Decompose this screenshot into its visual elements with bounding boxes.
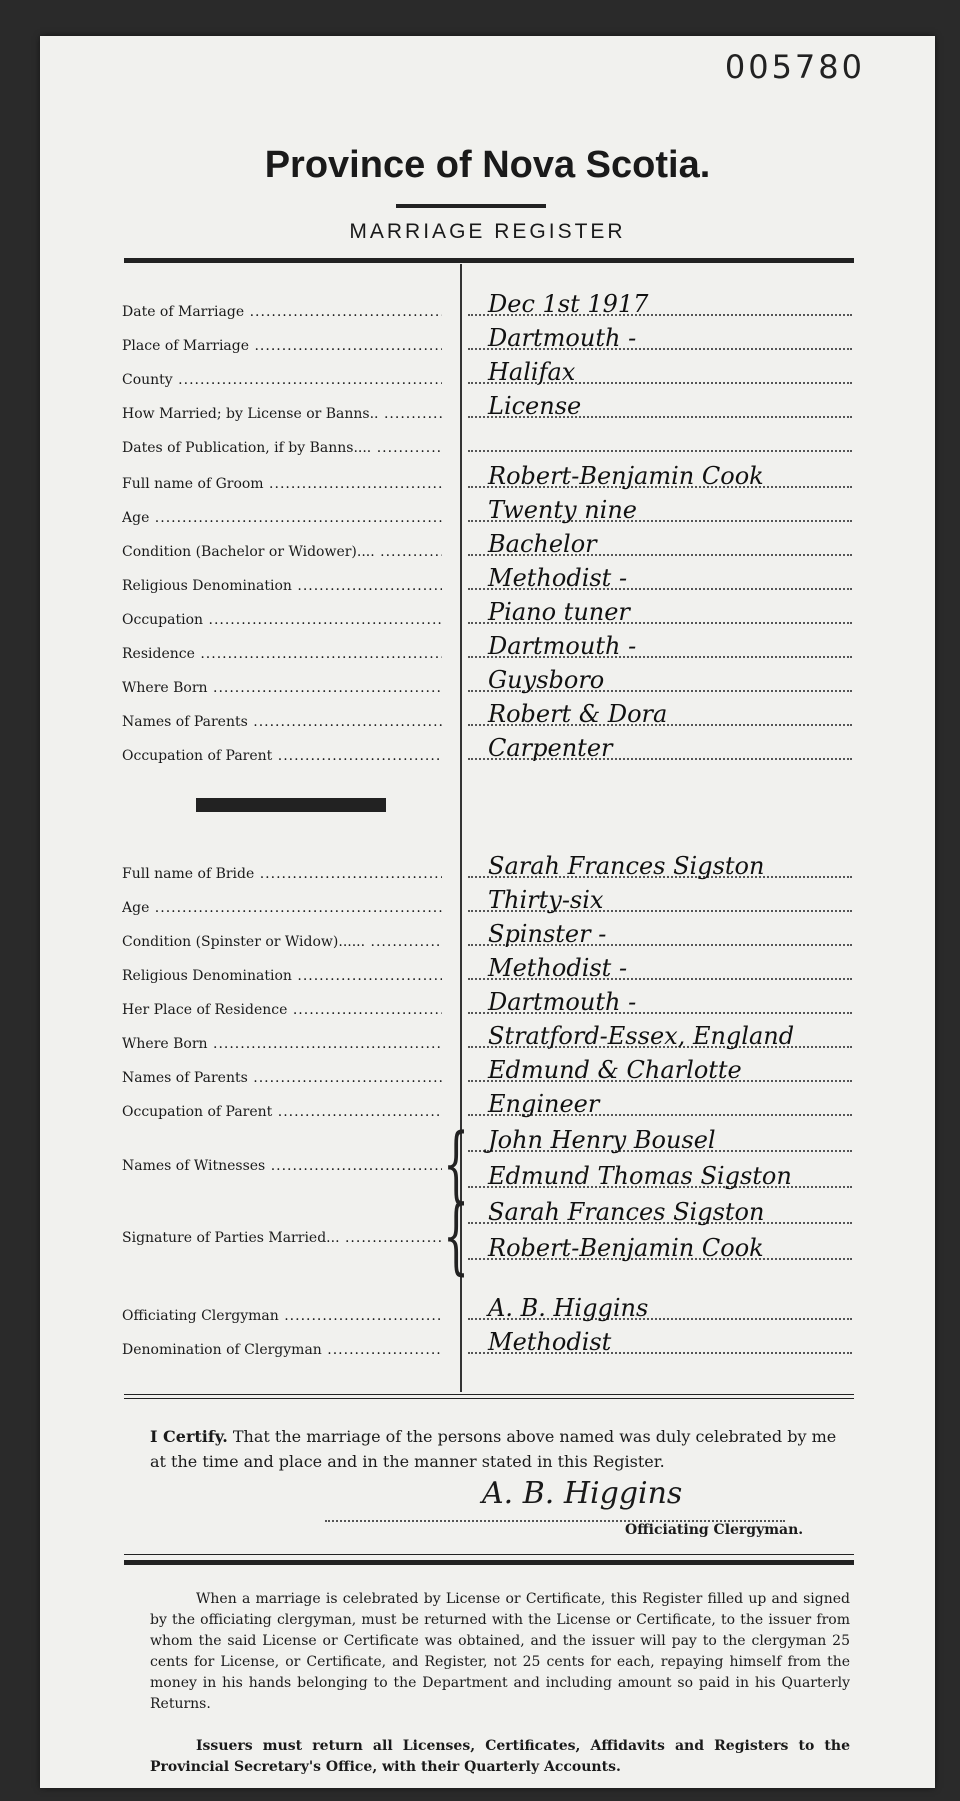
party-1: Sarah Frances Sigston bbox=[488, 1198, 765, 1226]
field-label: How Married; by License or Banns.. ..... bbox=[122, 406, 442, 422]
field-label: Occupation of Parent ..... bbox=[122, 1104, 442, 1120]
certify-lead: I Certify. bbox=[150, 1427, 228, 1446]
field-label: Full name of Bride ..... bbox=[122, 866, 442, 882]
party-row bbox=[122, 1232, 852, 1266]
field-value: Dartmouth - bbox=[488, 988, 637, 1016]
witnesses-label: Names of Witnesses ..... bbox=[122, 1158, 442, 1174]
field-label: Condition (Spinster or Widow)...... ..... bbox=[122, 934, 442, 950]
field-row bbox=[122, 494, 852, 528]
field-row bbox=[122, 952, 852, 986]
field-value: Methodist - bbox=[488, 564, 628, 592]
field-row bbox=[122, 424, 852, 458]
field-label: Date of Marriage ..... bbox=[122, 304, 442, 320]
field-row bbox=[122, 1054, 852, 1088]
field-row bbox=[122, 390, 852, 424]
serial-number: 005780 bbox=[724, 48, 865, 86]
field-label: Religious Denomination ..... bbox=[122, 578, 442, 594]
section-divider-bar bbox=[196, 798, 386, 812]
field-value: Edmund & Charlotte bbox=[488, 1056, 742, 1084]
party-row bbox=[122, 1196, 852, 1230]
field-value: Methodist bbox=[488, 1328, 612, 1356]
field-label: Occupation of Parent ..... bbox=[122, 748, 442, 764]
clergy-signature: A. B. Higgins bbox=[482, 1476, 683, 1511]
signature-caption: Officiating Clergyman. bbox=[625, 1522, 804, 1538]
field-value: Spinster - bbox=[488, 920, 607, 948]
field-value: Halifax bbox=[488, 358, 576, 386]
field-label: Where Born ..... bbox=[122, 1036, 442, 1052]
field-label: Residence ..... bbox=[122, 646, 442, 662]
certify-body: That the marriage of the persons above named was duly celebrated by me at the time and place and in the manner stated in this Register. bbox=[150, 1427, 837, 1471]
field-row bbox=[122, 356, 852, 390]
form-title: Province of Nova Scotia. bbox=[264, 144, 711, 186]
field-label: Place of Marriage ..... bbox=[122, 338, 442, 354]
field-row bbox=[122, 884, 852, 918]
field-label: Names of Parents ..... bbox=[122, 1070, 442, 1086]
field-label: Officiating Clergyman ..... bbox=[122, 1308, 442, 1324]
field-row bbox=[122, 630, 852, 664]
field-label: Age ..... bbox=[122, 510, 442, 526]
field-value: Stratford-Essex, England bbox=[488, 1022, 795, 1050]
field-label: Names of Parents ..... bbox=[122, 714, 442, 730]
field-label: Condition (Bachelor or Widower).... ..... bbox=[122, 544, 442, 560]
field-label: Occupation ..... bbox=[122, 612, 442, 628]
field-row bbox=[122, 664, 852, 698]
field-value: Engineer bbox=[488, 1090, 600, 1118]
field-row bbox=[122, 1020, 852, 1054]
parties-label: Signature of Parties Married... ..... bbox=[122, 1230, 442, 1246]
field-row bbox=[122, 322, 852, 356]
field-label: Religious Denomination ..... bbox=[122, 968, 442, 984]
field-label: Her Place of Residence ..... bbox=[122, 1002, 442, 1018]
field-row bbox=[122, 1326, 852, 1360]
field-value: Dec 1st 1917 bbox=[488, 290, 649, 318]
field-row bbox=[122, 1292, 852, 1326]
field-label: Age ..... bbox=[122, 900, 442, 916]
field-value: Piano tuner bbox=[488, 598, 630, 626]
field-value: Bachelor bbox=[488, 530, 597, 558]
field-value: Methodist - bbox=[488, 954, 628, 982]
field-label: Where Born ..... bbox=[122, 680, 442, 696]
field-label: County ..... bbox=[122, 372, 442, 388]
field-value: Dartmouth - bbox=[488, 324, 637, 352]
form-subtitle: MARRIAGE REGISTER bbox=[349, 220, 626, 243]
field-row bbox=[122, 986, 852, 1020]
field-label: Denomination of Clergyman ..... bbox=[122, 1342, 442, 1358]
field-value: Guysboro bbox=[488, 666, 605, 694]
field-value: Carpenter bbox=[488, 734, 613, 762]
party-2: Robert-Benjamin Cook bbox=[488, 1234, 764, 1262]
witness-row bbox=[122, 1124, 852, 1158]
field-value: License bbox=[488, 392, 582, 420]
witness-row bbox=[122, 1160, 852, 1194]
field-value: Thirty-six bbox=[488, 886, 604, 914]
witness-2: Edmund Thomas Sigston bbox=[488, 1162, 792, 1190]
field-row bbox=[122, 1088, 852, 1122]
field-row bbox=[122, 850, 852, 884]
witnesses-brace: { bbox=[443, 1117, 470, 1212]
field-row bbox=[122, 288, 852, 322]
field-value: Robert & Dora bbox=[488, 700, 668, 728]
field-row bbox=[122, 460, 852, 494]
header-divider bbox=[124, 258, 854, 263]
return-notice: Issuers must return all Licenses, Certificates, Affidavits and Registers to the Provincial Secretary's Office, with their Quarterly Accounts. bbox=[150, 1738, 850, 1775]
footer-rule bbox=[124, 1554, 854, 1555]
certification-text bbox=[150, 1424, 850, 1474]
field-value: Robert-Benjamin Cook bbox=[488, 462, 764, 490]
field-row bbox=[122, 698, 852, 732]
instructions-paragraph: When a marriage is celebrated by License or Certificate, this Register filled up and signed by the officiating clergyman, must be returned with the License or Certificate, to the issuer from whom the said License or Certificate was obtained, and the issuer will pay to the clergyman 25 cents for License, or Certificate, and Register, not 25 cents for each, repaying himself from the money in his hands belonging to the Department and including amount so paid in his Quarterly Returns. bbox=[150, 1591, 850, 1712]
field-label: Dates of Publication, if by Banns.... ..... bbox=[122, 440, 442, 456]
parties-brace: { bbox=[443, 1189, 470, 1284]
field-row bbox=[122, 528, 852, 562]
field-row bbox=[122, 562, 852, 596]
footer-rule-thick bbox=[124, 1560, 854, 1565]
field-value: A. B. Higgins bbox=[488, 1294, 649, 1322]
section-rule bbox=[124, 1394, 854, 1395]
field-value: Twenty nine bbox=[488, 496, 637, 524]
field-row bbox=[122, 732, 852, 766]
title-underline bbox=[396, 204, 546, 208]
field-row bbox=[122, 596, 852, 630]
field-value: Sarah Frances Sigston bbox=[488, 852, 765, 880]
field-row bbox=[122, 918, 852, 952]
register-form bbox=[40, 36, 935, 1788]
witness-1: John Henry Bousel bbox=[488, 1126, 716, 1154]
field-value: Dartmouth - bbox=[488, 632, 637, 660]
section-rule bbox=[124, 1398, 854, 1399]
field-label: Full name of Groom ..... bbox=[122, 476, 442, 492]
